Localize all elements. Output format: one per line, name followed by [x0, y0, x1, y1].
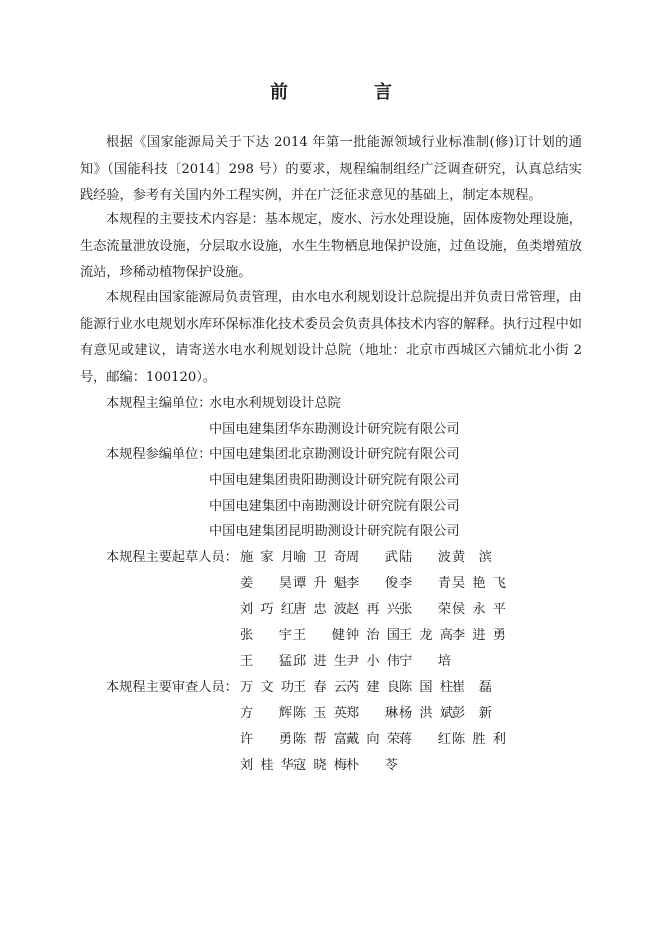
drafter-name: 尹小伟 — [346, 654, 400, 669]
drafter-name: 喻卫奇 — [293, 550, 347, 565]
reviewer-name: 刘桂华 — [240, 758, 294, 773]
reviewer-name: 郑琳 — [346, 706, 398, 721]
drafter-name: 黄滨 — [452, 550, 492, 565]
page-title: 前 言 — [270, 82, 426, 103]
participating-unit: 中国电建集团贵阳勘测设计研究院有限公司 — [209, 473, 460, 488]
reviewers-label: 本规程主要审查人员： — [106, 680, 238, 695]
reviewer-name: 万文功 — [240, 680, 294, 695]
reviewer-name: 芮建良 — [346, 680, 400, 695]
reviewer-name: 陈国柱 — [399, 680, 453, 695]
preface-paragraph-1: 根据《国家能源局关于下达 2014 年第一批能源领域行业标准制(修)订计划的通知》（国能科技〔2014〕298 号）的要求，规程编制组经广泛调查研究，认真总结实践经验，参考有关国内外工程实例，并在广泛征求意见的基础上，制定本规程。 — [80, 135, 582, 203]
reviewer-name: 方辉 — [240, 706, 292, 721]
drafter-name: 谭升魁 — [293, 576, 347, 591]
drafter-name: 陆波 — [399, 550, 451, 565]
drafter-name: 周武 — [346, 550, 398, 565]
drafter-name: 刘巧红 — [240, 602, 294, 617]
preface-paragraph-2: 本规程的主要技术内容是：基本规定，废水、污水处理设施，固体废物处理设施，生态流量泄放设施，分层取水设施，水生生物栖息地保护设施，过鱼设施，鱼类增殖放流站，珍稀动植物保护设施。 — [80, 212, 582, 280]
drafter-name: 宁培 — [399, 654, 451, 669]
drafter-name: 邱进生 — [293, 654, 347, 669]
reviewer-name: 崔磊 — [452, 680, 492, 695]
drafter-name: 王猛 — [240, 654, 292, 669]
reviewer-name: 陈胜利 — [452, 732, 506, 747]
participating-unit: 中国电建集团昆明勘测设计研究院有限公司 — [209, 524, 460, 539]
drafter-name: 李青 — [399, 576, 451, 591]
drafter-name: 钟治国 — [346, 628, 400, 643]
reviewer-name: 朴苓 — [346, 758, 398, 773]
chief-editor-label: 本规程主编单位： — [106, 396, 212, 411]
drafter-name: 张宇 — [240, 628, 292, 643]
drafter-name: 李俊 — [346, 576, 398, 591]
reviewer-name: 陈帮富 — [293, 732, 347, 747]
participating-unit: 中国电建集团中南勘测设计研究院有限公司 — [209, 499, 460, 514]
reviewer-name: 寇晓梅 — [293, 758, 347, 773]
drafter-name: 张荣 — [399, 602, 451, 617]
reviewer-name: 戴向荣 — [346, 732, 400, 747]
reviewer-name: 王春云 — [293, 680, 347, 695]
drafter-name: 王龙高 — [399, 628, 453, 643]
drafter-name: 姜昊 — [240, 576, 292, 591]
drafter-name: 赵再兴 — [346, 602, 400, 617]
drafter-name: 吴艳飞 — [452, 576, 506, 591]
drafters-label: 本规程主要起草人员： — [106, 550, 238, 565]
reviewer-name: 蒋红 — [399, 732, 451, 747]
drafter-name: 施家月 — [240, 550, 294, 565]
preface-paragraph-3: 本规程由国家能源局负责管理，由水电水利规划设计总院提出并负责日常管理，由能源行业水电规划水库环保标准化技术委员会负责具体技术内容的解释。执行过程中如有意见或建议，请寄送水电水利规划设计总院（地址：北京市西城区六铺炕北小街 2 号，邮编：100120）。 — [80, 290, 582, 385]
reviewer-name: 杨洪斌 — [399, 706, 453, 721]
reviewer-name: 许勇 — [240, 732, 292, 747]
drafter-name: 唐忠波 — [293, 602, 347, 617]
drafter-name: 侯永平 — [452, 602, 506, 617]
chief-editor-unit: 水电水利规划设计总院 — [209, 396, 341, 411]
drafter-name: 李进勇 — [452, 628, 506, 643]
participating-units-label: 本规程参编单位： — [106, 447, 212, 462]
reviewer-name: 陈玉英 — [293, 706, 347, 721]
participating-unit: 中国电建集团北京勘测设计研究院有限公司 — [209, 447, 460, 462]
drafter-name: 王健 — [293, 628, 345, 643]
chief-editor-unit: 中国电建集团华东勘测设计研究院有限公司 — [209, 422, 460, 437]
reviewer-name: 彭新 — [452, 706, 492, 721]
